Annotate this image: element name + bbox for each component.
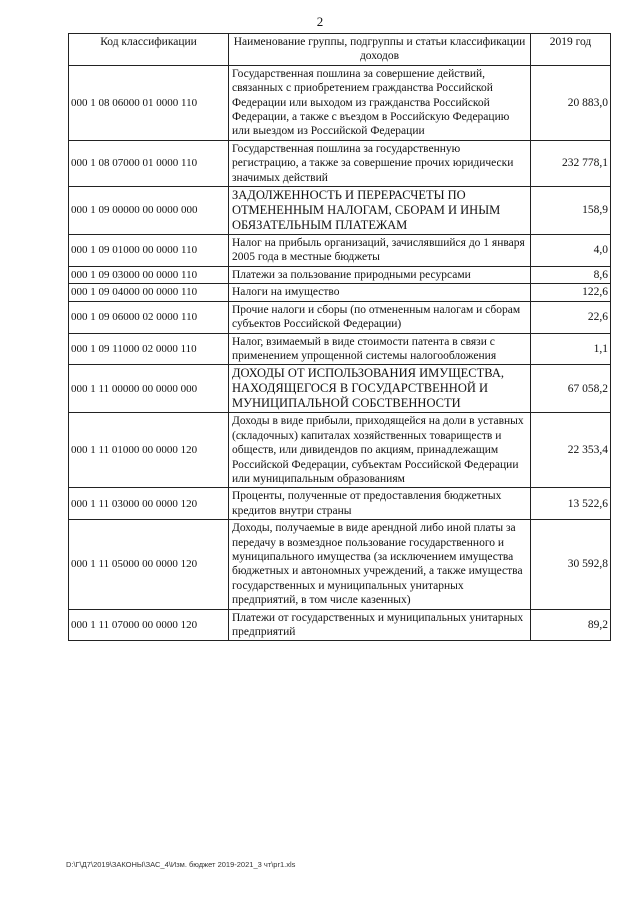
amount-2019: 22 353,4 (531, 413, 611, 488)
classification-name: Государственная пошлина за государственную регистрацию, а также за совершение прочих юридически значимых действий (229, 140, 531, 186)
amount-2019: 20 883,0 (531, 65, 611, 140)
table-row (69, 413, 611, 488)
table-body (69, 65, 611, 641)
file-path-footer: D:\Г\Д7\2019\ЗАКОНЫ\ЗАС_4\Изм. бюджет 2019-2021_3 чт\рr1.xls (66, 860, 296, 869)
table-row (69, 140, 611, 186)
classification-name: Доходы, получаемые в виде арендной либо иной платы за передачу в возмездное пользование государственного и муниципального имущества (за исключением имущества бюджетных и автономных учреждений, а также имущества государственных и муниципальных унитарных предприятий, в том числе казенных) (229, 520, 531, 609)
classification-code: 000 1 09 11000 02 0000 110 (69, 333, 229, 365)
classification-name: ДОХОДЫ ОТ ИСПОЛЬЗОВАНИЯ ИМУЩЕСТВА, НАХОДЯЩЕГОСЯ В ГОСУДАРСТВЕННОЙ И МУНИЦИПАЛЬНОЙ СОБСТВЕННОСТИ (229, 365, 531, 413)
classification-name: Платежи за пользование природными ресурсами (229, 266, 531, 283)
amount-2019: 13 522,6 (531, 488, 611, 520)
table-row (69, 365, 611, 413)
classification-code: 000 1 11 00000 00 0000 000 (69, 365, 229, 413)
amount-2019: 22,6 (531, 301, 611, 333)
header-year: 2019 год (531, 34, 611, 66)
amount-2019: 122,6 (531, 284, 611, 301)
header-name: Наименование группы, подгруппы и статьи классификации доходов (229, 34, 531, 66)
classification-name: Налог на прибыль организаций, зачислявшийся до 1 января 2005 года в местные бюджеты (229, 235, 531, 267)
table-row (69, 266, 611, 283)
table-row (69, 333, 611, 365)
table-row (69, 520, 611, 609)
classification-code: 000 1 11 01000 00 0000 120 (69, 413, 229, 488)
classification-code: 000 1 08 06000 01 0000 110 (69, 65, 229, 140)
amount-2019: 232 778,1 (531, 140, 611, 186)
table-row (69, 187, 611, 235)
classification-code: 000 1 11 03000 00 0000 120 (69, 488, 229, 520)
classification-code: 000 1 09 04000 00 0000 110 (69, 284, 229, 301)
classification-code: 000 1 09 01000 00 0000 110 (69, 235, 229, 267)
classification-name: Налоги на имущество (229, 284, 531, 301)
revenue-table (68, 33, 611, 641)
amount-2019: 158,9 (531, 187, 611, 235)
amount-2019: 4,0 (531, 235, 611, 267)
classification-name: Проценты, полученные от предоставления бюджетных кредитов внутри страны (229, 488, 531, 520)
classification-code: 000 1 11 05000 00 0000 120 (69, 520, 229, 609)
header-code: Код классификации (69, 34, 229, 66)
classification-name: Налог, взимаемый в виде стоимости патента в связи с применением упрощенной системы налогообложения (229, 333, 531, 365)
table-row (69, 609, 611, 641)
classification-code: 000 1 09 00000 00 0000 000 (69, 187, 229, 235)
table-row (69, 284, 611, 301)
classification-code: 000 1 11 07000 00 0000 120 (69, 609, 229, 641)
table-header-row (69, 34, 611, 66)
amount-2019: 67 058,2 (531, 365, 611, 413)
amount-2019: 8,6 (531, 266, 611, 283)
amount-2019: 1,1 (531, 333, 611, 365)
table-row (69, 235, 611, 267)
page-number: 2 (316, 14, 324, 29)
table-row (69, 65, 611, 140)
classification-name: ЗАДОЛЖЕННОСТЬ И ПЕРЕРАСЧЕТЫ ПО ОТМЕНЕННЫМ НАЛОГАМ, СБОРАМ И ИНЫМ ОБЯЗАТЕЛЬНЫМ ПЛАТЕЖАМ (229, 187, 531, 235)
classification-code: 000 1 09 03000 00 0000 110 (69, 266, 229, 283)
table-row (69, 488, 611, 520)
classification-name: Государственная пошлина за совершение действий, связанных с приобретением гражданства Российской Федерации или выходом из гражданства Российской Федерации, а также с въездом в Российскую Федерацию или выездом из Российской Федерации (229, 65, 531, 140)
classification-name: Доходы в виде прибыли, приходящейся на доли в уставных (складочных) капиталах хозяйственных товариществ и обществ, или дивидендов по акциям, принадлежащим Российской Федерации, субъектам Российской Федерации или муниципальным образованиям (229, 413, 531, 488)
amount-2019: 89,2 (531, 609, 611, 641)
table-row (69, 301, 611, 333)
classification-name: Прочие налоги и сборы (по отмененным налогам и сборам субъектов Российской Федерации) (229, 301, 531, 333)
classification-code: 000 1 09 06000 02 0000 110 (69, 301, 229, 333)
classification-code: 000 1 08 07000 01 0000 110 (69, 140, 229, 186)
amount-2019: 30 592,8 (531, 520, 611, 609)
classification-name: Платежи от государственных и муниципальных унитарных предприятий (229, 609, 531, 641)
